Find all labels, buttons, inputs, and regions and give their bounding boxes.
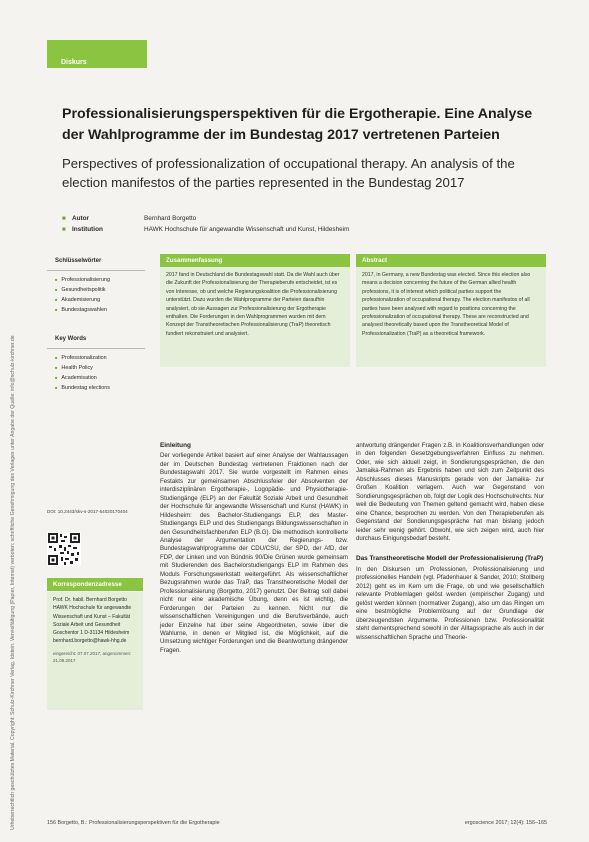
- keyword-item: ■ Gesundheitspolitik: [55, 285, 145, 295]
- keywords-english-list: [47, 353, 145, 393]
- keywords-english-box: [47, 330, 145, 393]
- keyword-item: ■ Academisation: [55, 373, 145, 383]
- bullet-icon: ■: [62, 226, 66, 233]
- section-label: Diskurs: [61, 59, 87, 66]
- footer-left: 156 Borgetto, B.: Professionalisierungsperspektiven für die Ergotherapie: [47, 820, 220, 826]
- keywords-german-heading: Schlüsselwörter: [47, 252, 145, 271]
- section-label-box: [47, 40, 147, 68]
- paragraph-trap: In den Diskursen um Professionen, Professionalisierung und professionelles Handeln (vgl. Pfadenhauer & Sander, 2010; Stollberg 2012) geht es im Kern um die Frage, ob und wie gesellschaftlich relevante Problemlagen gelöst werden (empirischer Zugang) und gelöst werden können (normativer Zugang), also um das Ringen um eine bestmögliche Problemlösung auf der Grundlage der überzeugendsten Argumente. Professionen bzw. Professionalität steht dementsprechend sowohl in der Alltagssprache als auch in der wissenschaftlichen Sprache und Theorie-: [356, 565, 544, 641]
- submission-note: eingereicht: 07.07.2017; angenommen: 21.09.2017: [53, 650, 132, 663]
- copyright-side-text: Urheberrechtlich geschütztes Material. Copyright: Schulz-Kirchner Verlag, Idstein. Vervielfältigung (Papier, Internet) verboten; schriftliche Genehmigung des Verlages unter Angabe der Quelle: info@schulz-kirchner.de: [10, 335, 16, 830]
- meta-value: Bernhard Borgetto: [144, 215, 197, 222]
- title-german: Professionalisierungsperspektiven für die Ergotherapie. Eine Analyse der Wahlprogramme der im Bundestag 2017 vertretenen Parteien: [62, 106, 533, 143]
- correspondence-address: Prof. Dr. habil. Bernhard Borgetto HAWK Hochschule für angewandte Wissenschaft und Kunst – Fakultät Soziale Arbeit und Gesundheit Goschentor 1 D-31134 Hildesheim bernhard.borgetto@hawk-hhg.de: [53, 597, 132, 645]
- meta-value: HAWK Hochschule für angewandte Wissenschaft und Kunst, Hildesheim: [144, 226, 350, 233]
- correspondence-heading: Korrespondenzadresse: [47, 578, 143, 591]
- footer-right: ergoscience 2017; 12(4): 156–165: [464, 820, 547, 826]
- zusammenfassung-text: 2017 fand in Deutschland die Bundestagswahl statt. Da die Wahl auch über die Zukunft der Professionalisierung der Therapieberufe entscheidet, ist es von Interesse, ob und welche Regierungskoalition die Professionalisierung unterstützt. Dazu wurden die Wahlprogramme der Parteien daraufhin analysiert, ob sie Aussagen zur Professionalisierung der Ergotherapie enthalten. Die Forderungen in den Wahlprogrammen wurden mit dem Konzept der Transtheoretischen Professionalisierung (TraP) theoretisch fundiert rekonstruiert und analysiert.: [160, 267, 350, 367]
- meta-row-author: [62, 213, 474, 224]
- author-meta: [62, 213, 474, 235]
- keyword-item: ■ Professionalization: [55, 353, 145, 363]
- keyword-item: ■ Professionalisierung: [55, 275, 145, 285]
- page-footer: [47, 820, 547, 826]
- section-heading-einleitung: Einleitung: [160, 442, 191, 449]
- keyword-item: ■ Bundestagswahlen: [55, 305, 145, 315]
- keywords-english-heading: Key Words: [47, 330, 145, 349]
- abstract-heading: Abstract: [356, 254, 546, 267]
- meta-key: Autor: [72, 215, 90, 222]
- doi-text: DOI: 10.2443/skv-s-2017-54020170404: [47, 509, 128, 514]
- correspondence-box: [47, 592, 143, 710]
- keywords-german-box: [47, 252, 145, 315]
- section-heading-trap: Das Transtheoretische Modell der Professionalisierung (TraP): [356, 555, 544, 563]
- qr-code-icon: [47, 532, 81, 566]
- body-column-left: [160, 442, 348, 655]
- paragraph-einleitung: Der vorliegende Artikel basiert auf einer Analyse der Wahlaussagen der im Deutschen Bundestag vertretenen Fraktionen nach der Bundestagswahl 2017. Sie wurde vorgestellt im Rahmen eines Festakts zur gemeinsamen Abschlussfeier der Absolventen der interdisziplinären Ergotherapie-, Logopädie- und Physiotherapie-Studiengänge (ELP) an der Fakultät Soziale Arbeit und Gesundheit der Hochschule für angewandte Wissenschaft und Kunst (HAWK) in Hildesheim: des Bachelor-Studiengangs ELP, des Master-Studiengangs ELP und des Studiengangs Bildungswissenschaften in den Gesundheitsfachberufen ELP (B.G). Die methodisch kontrollierte Analyse der Argumentation der Regierungs- bzw. Bundestagswahlprogramme der CDU/CSU, der SPD, der AfD, der FDP, der Linken und von Bündnis 90/Die Grünen wurde gemeinsam mit Studierenden des Bachelorstudiengangs ELP im Rahmen des Moduls Forschungswerkstatt weitergeführt. Als wissenschaftlicher Bezugsrahmen wurde das TraP, das Transtheoretische Modell der Professionalisierung (Borgetto, 2017) genutzt. Der Beitrag soll dabei nicht nur eine akademische Übung, denn es ist wichtig, die Forderungen der Parteien zu kennen. Nicht nur die wissenschaftlichen Vereinigungen und die Berufsverbände, auch jeder Einzelne hat über seine Abgeordneten, sowie über die Wahlurne, in denen er Mitglied ist, die Möglichkeit, auf die Umsetzung wichtiger Forderungen und die Beantwortung drängender Fragen.: [160, 452, 348, 654]
- keywords-german-list: [47, 275, 145, 315]
- paragraph-continued: antwortung drängender Fragen z.B. in Koalitionsverhandlungen oder in den folgenden Gesetzgebungsverfahren Einfluss zu nehmen. Oder, wie sich aktuell zeigt, in Sondierungsgesprächen, die den Jamaika-Rahmen als Ergebnis haben und sich zum Zeitpunkt des Abschlusses dieses Manuskripts gerade von der Jamaika- zur Großen Koalition verlagern. Auch war Gegenstand von Sondierungsgesprächen ob, folgt der Logik des Hochschulrechts. Nur weil die Bedeutung von Themen geltend gemacht wird, haben diese eine Chance, besprochen zu werden. Von den Therapieberufen als Gegenstand der Sondierungsgespräche hat man bislang jedoch leider sehr wenig gehört. Obwohl, wie sich zeigen wird, auch hier durchaus Einigungsbedarf besteht.: [356, 442, 544, 542]
- meta-row-institution: [62, 224, 474, 235]
- keyword-item: ■ Health Policy: [55, 363, 145, 373]
- keyword-item: ■ Bundestag elections: [55, 383, 145, 393]
- title-english: Perspectives of professionalization of occupational therapy. An analysis of the election manifestos of the parties represented in the Bundestag 2017: [62, 156, 515, 190]
- bullet-icon: ■: [62, 215, 66, 222]
- abstract-text: 2017, in Germany, a new Bundestag was elected. Since this election also means a decision concerning the future of the German allied health professions, it is of interest which political parties support the professionalization of occupational therapy. The election manifestos of all parties have been analysed with regard to positions concerning the professionalization of occupational therapy. These are reconstructed and analysed theoretically based upon the Transtheoretical Model of Professionalization (TraP) as a theoretical framework.: [356, 267, 546, 367]
- keyword-item: ■ Akademisierung: [55, 295, 145, 305]
- zusammenfassung-heading: Zusammenfassung: [160, 254, 350, 267]
- meta-key: Institution: [72, 226, 103, 233]
- body-column-right: [356, 442, 544, 642]
